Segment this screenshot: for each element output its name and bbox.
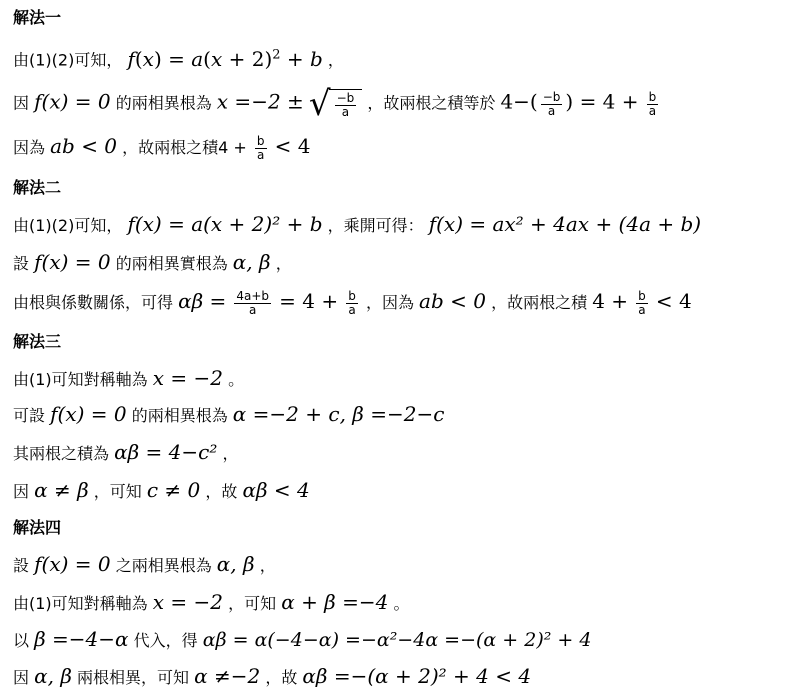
square-root: √ $\frac{-b}{a}$ bbox=[309, 87, 362, 121]
fraction: $\frac{-b}{a}$ bbox=[336, 91, 355, 119]
math-expression: α, β bbox=[34, 664, 72, 688]
text: ， bbox=[275, 254, 292, 273]
text: 。 bbox=[393, 594, 410, 613]
math-expression: α ≠−2 bbox=[194, 664, 261, 688]
text: 之兩相異根為 bbox=[115, 556, 212, 575]
text: ， bbox=[259, 556, 276, 575]
math-expression: ) = 4 + bbox=[565, 89, 639, 114]
method-4-line-2 bbox=[13, 590, 409, 616]
text: 兩根相異，可知 bbox=[77, 668, 190, 687]
method-3-line-2 bbox=[13, 402, 444, 428]
text: 因 bbox=[13, 93, 30, 113]
math-expression: $f(x) = a(x + 2)^2 + b$ bbox=[127, 46, 323, 71]
method-3-line-3 bbox=[13, 440, 238, 466]
text: 設 bbox=[13, 556, 30, 575]
math-expression: αβ < 4 bbox=[242, 478, 310, 502]
math-expression: αβ =−(α + 2)² + 4 < 4 bbox=[302, 664, 532, 688]
text: 由(1)可知對稱軸為 bbox=[13, 594, 148, 613]
method-4-line-1 bbox=[13, 552, 276, 578]
text: ，因為 bbox=[365, 293, 414, 312]
text: 因 bbox=[13, 668, 30, 687]
text: 的兩相異根為 bbox=[115, 93, 212, 113]
text: 因 bbox=[13, 482, 30, 501]
math-expression: f(x) = 0 bbox=[50, 402, 127, 426]
text: 。 bbox=[228, 370, 245, 389]
text: 以 bbox=[13, 631, 30, 650]
math-expression: x = −2 bbox=[152, 590, 223, 614]
heading-method-3: 解法三 bbox=[13, 332, 62, 351]
fraction: $\frac{b}{a}$ bbox=[648, 89, 657, 118]
method-3-line-1 bbox=[13, 366, 244, 392]
method-1-line-2 bbox=[13, 84, 661, 124]
text: 由(1)(2)可知， bbox=[13, 50, 123, 70]
text: ，故 bbox=[265, 668, 298, 687]
math-expression: ab < 0 bbox=[50, 134, 118, 158]
math-expression: αβ = α(−4−α) =−α²−4α =−(α + 2)² + 4 bbox=[202, 629, 592, 651]
math-expression: β =−4−α bbox=[34, 627, 129, 651]
math-expression: αβ = bbox=[178, 289, 227, 313]
text: ，故 bbox=[205, 482, 238, 501]
text: 由(1)(2)可知， bbox=[13, 216, 123, 235]
math-expression: α =−2 + c, β =−2−c bbox=[232, 402, 445, 426]
text: 因為 bbox=[13, 138, 46, 157]
method-2-line-2 bbox=[13, 250, 292, 276]
heading-method-4: 解法四 bbox=[13, 518, 62, 537]
math-expression: f(x) = 0 bbox=[34, 552, 111, 576]
math-expression: < 4 bbox=[274, 134, 311, 158]
fraction: $\frac{b}{a}$ bbox=[256, 134, 265, 162]
method-3-line-4 bbox=[13, 478, 310, 504]
math-expression: x = −2 bbox=[152, 366, 223, 390]
math-expression: c ≠ 0 bbox=[146, 478, 201, 502]
fraction: $\frac{b}{a}$ bbox=[348, 289, 356, 317]
fraction: $\frac{4a+b}{a}$ bbox=[236, 289, 270, 317]
math-expression: < 4 bbox=[655, 289, 692, 313]
text: ， bbox=[222, 444, 239, 463]
math-expression: = 4 + bbox=[279, 289, 339, 313]
text: 可設 bbox=[13, 406, 46, 425]
text: 由根與係數關係，可得 bbox=[13, 293, 174, 312]
text: ， bbox=[327, 50, 344, 70]
text: ，乘開可得： bbox=[327, 216, 424, 235]
method-2-line-1 bbox=[13, 212, 701, 238]
text: 的兩相異實根為 bbox=[115, 254, 228, 273]
fraction: $\frac{b}{a}$ bbox=[638, 289, 646, 317]
heading-method-2: 解法二 bbox=[13, 178, 62, 197]
text: 由(1)可知對稱軸為 bbox=[13, 370, 148, 389]
math-expression: 4−( bbox=[500, 89, 538, 114]
fraction: $\frac{-b}{a}$ bbox=[542, 89, 561, 118]
text: ，可知 bbox=[228, 594, 277, 613]
math-expression: α, β bbox=[232, 250, 271, 274]
method-4-line-4 bbox=[13, 664, 531, 690]
text: 其兩根之積為 bbox=[13, 444, 110, 463]
math-expression: α ≠ β bbox=[34, 478, 89, 502]
method-2-line-3 bbox=[13, 289, 692, 317]
text: ，故兩根之積4 + bbox=[122, 138, 247, 157]
text: ，故兩根之積等於 bbox=[367, 93, 496, 113]
text: ，故兩根之積 bbox=[491, 293, 588, 312]
heading-method-1: 解法一 bbox=[13, 8, 62, 27]
method-1-line-3 bbox=[13, 134, 310, 162]
method-4-line-3 bbox=[13, 627, 591, 653]
math-expression: x =−2 ± bbox=[216, 89, 304, 114]
math-expression: f(x) = 0 bbox=[34, 89, 111, 114]
text: 的兩相異根為 bbox=[131, 406, 228, 425]
math-expression: α, β bbox=[216, 552, 255, 576]
text: 代入，得 bbox=[133, 631, 198, 650]
text: ，可知 bbox=[93, 482, 142, 501]
math-expression: αβ = 4−c² bbox=[114, 440, 218, 464]
math-expression: α + β =−4 bbox=[281, 590, 389, 614]
text: 設 bbox=[13, 254, 30, 273]
math-expression: f(x) = 0 bbox=[34, 250, 111, 274]
math-expression: f(x) = a(x + 2)² + b bbox=[127, 212, 323, 236]
math-expression: 4 + bbox=[592, 289, 629, 313]
math-expression: f(x) = ax² + 4ax + (4a + b) bbox=[428, 212, 702, 236]
method-1-line-1 bbox=[13, 43, 344, 73]
math-expression: ab < 0 bbox=[419, 289, 486, 313]
